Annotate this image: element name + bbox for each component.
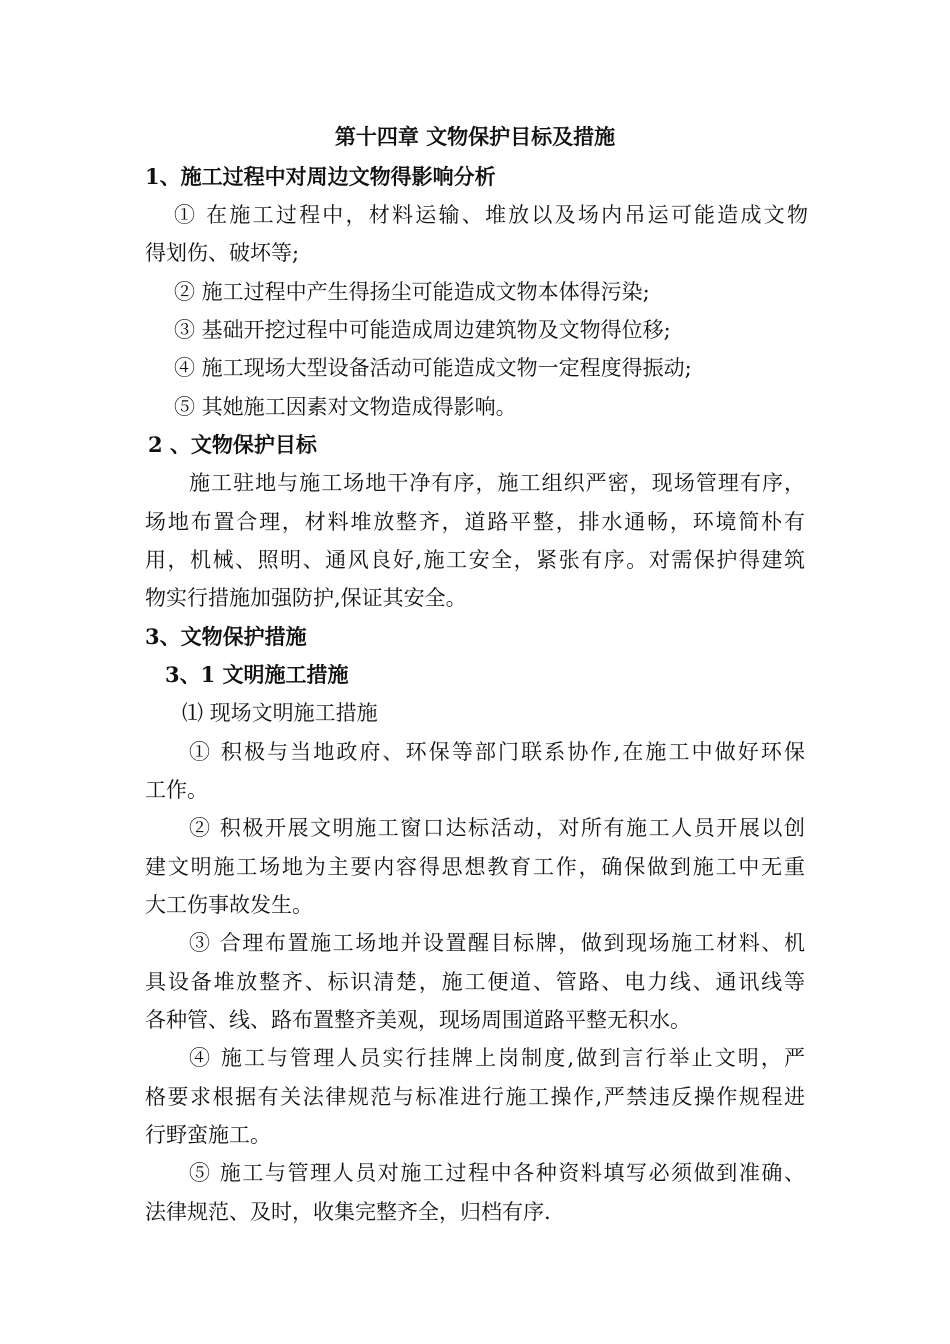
s3-item-3-line-1: ③ 合理布置施工场地并设置醒目标牌，做到现场施工材料、机 (189, 931, 805, 955)
s3-item-2-line-1: ② 积极开展文明施工窗口达标活动，对所有施工人员开展以创 (189, 816, 805, 840)
s3-item-3-line-3: 各种管、线、路布置整齐美观，现场周围道路平整无积水。 (145, 1008, 691, 1032)
s3-item-1-line-2: 工作。 (145, 778, 208, 802)
s3-item-3-line-2: 具设备堆放整齐、标识清楚，施工便道、管路、电力线、通讯线等 (145, 970, 805, 994)
section-1-heading: 1、施工过程中对周边文物得影响分析 (145, 164, 496, 189)
s3-item-4-line-3: 行野蛮施工。 (145, 1123, 271, 1147)
subsection-3-1-heading: 3、1 文明施工措施 (165, 662, 349, 687)
s3-item-1-line-1: ① 积极与当地政府、环保等部门联系协作,在施工中做好环保 (189, 740, 805, 764)
s1-item-4: ④ 施工现场大型设备活动可能造成文物一定程度得振动; (174, 356, 692, 380)
section-3-heading: 3、文物保护措施 (145, 624, 307, 649)
s3-item-4-line-1: ④ 施工与管理人员实行挂牌上岗制度,做到言行举止文明，严 (189, 1046, 805, 1070)
s3-item-5-line-1: ⑤ 施工与管理人员对施工过程中各种资料填写必须做到准确、 (189, 1161, 805, 1185)
s1-item-3: ③ 基础开挖过程中可能造成周边建筑物及文物得位移; (174, 318, 671, 342)
item-heading: ⑴ 现场文明施工措施 (182, 701, 378, 725)
s2-para-line-2: 场地布置合理，材料堆放整齐，道路平整，排水通畅，环境简朴有 (145, 510, 805, 534)
s3-item-4-line-2: 格要求根据有关法律规范与标准进行施工操作,严禁违反操作规程进 (145, 1085, 805, 1109)
s1-item-1-line-2: 得划伤、破坏等; (145, 241, 300, 265)
s2-para-line-1: 施工驻地与施工场地干净有序，施工组织严密，现场管理有序， (189, 471, 805, 495)
s2-para-line-3: 用，机械、照明、通风良好,施工安全，紧张有序。对需保护得建筑 (145, 548, 805, 572)
s3-item-2-line-3: 大工伤事故发生。 (145, 893, 313, 917)
chapter-title: 第十四章 文物保护目标及措施 (334, 124, 616, 149)
s1-item-5: ⑤ 其她施工因素对文物造成得影响。 (174, 395, 517, 419)
s3-item-5-line-2: 法律规范、及时，收集完整齐全，归档有序. (145, 1200, 551, 1224)
section-2-heading: 2 、文物保护目标 (148, 432, 317, 457)
s3-item-2-line-2: 建文明施工场地为主要内容得思想教育工作，确保做到施工中无重 (145, 855, 805, 879)
s2-para-line-4: 物实行措施加强防护,保证其安全。 (145, 586, 467, 610)
s1-item-1-line-1: ① 在施工过程中，材料运输、堆放以及场内吊运可能造成文物 (174, 203, 808, 227)
s1-item-2: ② 施工过程中产生得扬尘可能造成文物本体得污染; (174, 280, 650, 304)
